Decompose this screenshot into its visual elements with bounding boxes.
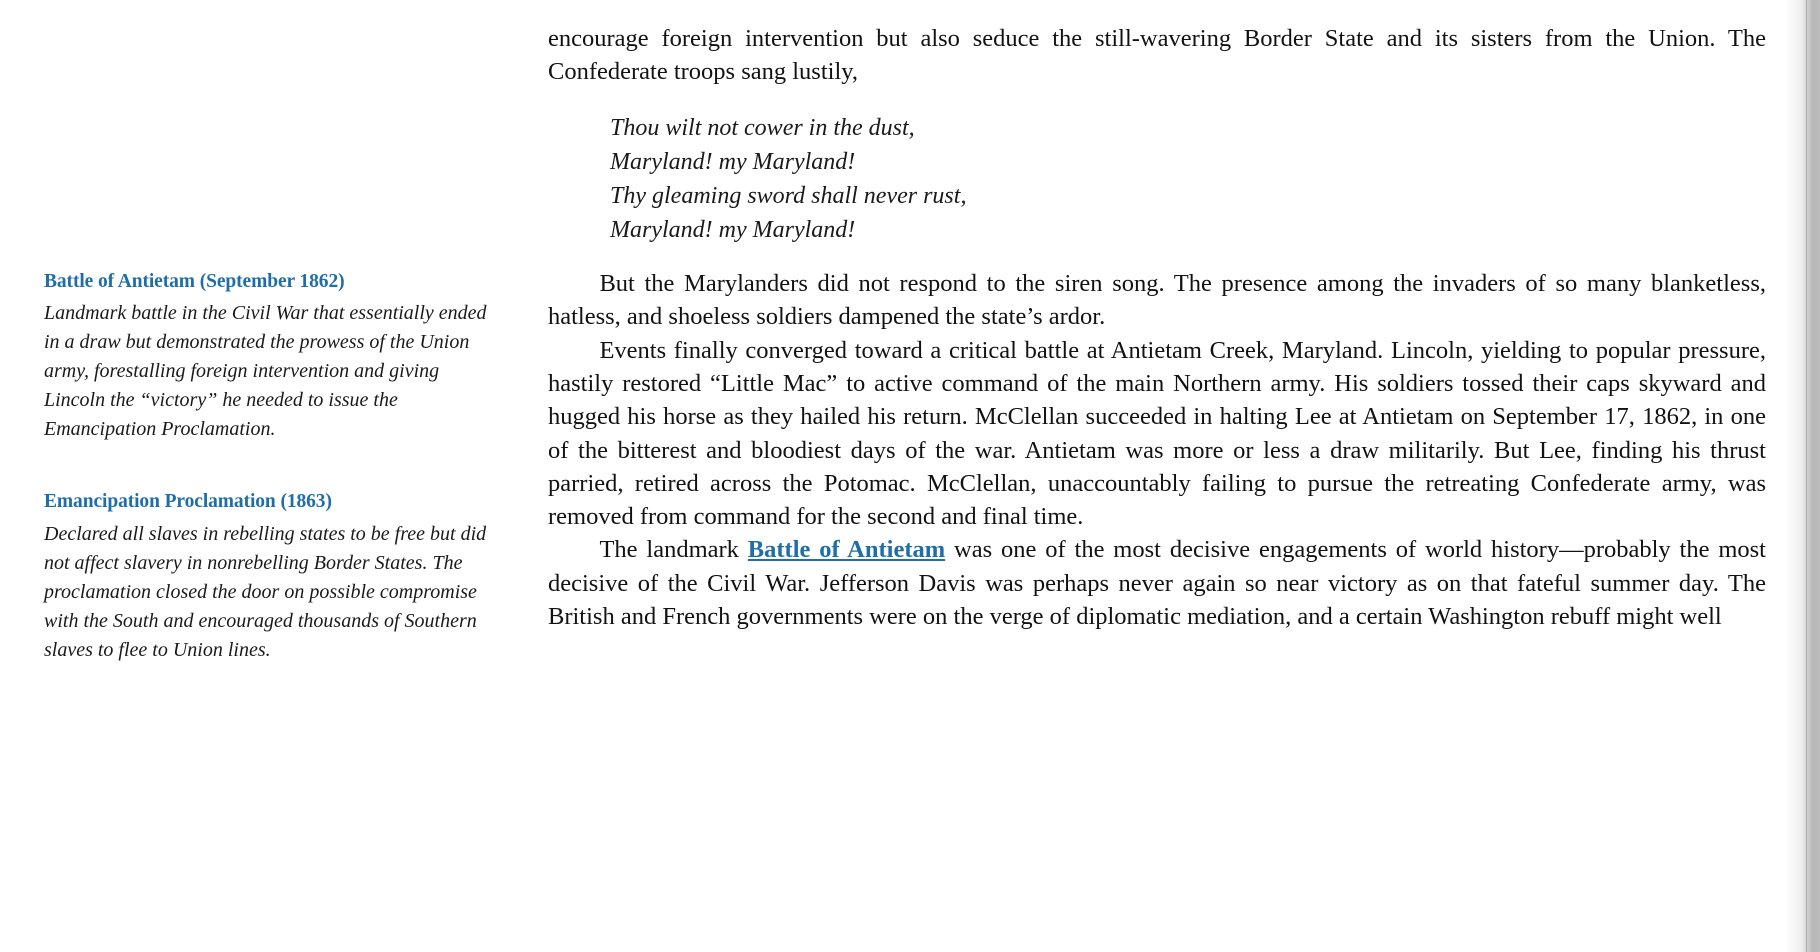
margin-note-title: Emancipation Proclamation (1863)	[44, 491, 332, 513]
verse-line: Maryland! my Maryland!	[610, 216, 856, 243]
paragraph-trailing-text: was one of the most decisive engagements of world history—probably the most decisive of the Civil War. Jefferson Davis was perhaps never again so near victory as on that fateful summer day. The British and French governments were on the verge of diplomatic mediation, and a certain Washington rebuff might well	[548, 536, 1766, 631]
verse-line: Thou wilt not cower in the dust,	[610, 114, 915, 141]
margin-note-title: Battle of Antietam (September 1862)	[44, 271, 345, 292]
margin-notes-column	[44, 268, 504, 709]
verse-line: Thy gleaming sword shall never rust,	[610, 182, 967, 209]
paragraph-marylanders: But the Marylanders did not respond to the siren song. The presence among the invaders of so many blanketless, hatless, and shoeless soldiers dampened the state’s ardor.	[548, 269, 1766, 331]
paragraph-landmark-antietam	[548, 533, 1766, 633]
battle-of-antietam-link[interactable]: Battle of Antietam	[747, 536, 946, 564]
body-text-column	[548, 22, 1766, 633]
page-edge-line	[1806, 0, 1807, 952]
paragraph-continued: encourage foreign intervention but also seduce the still-wavering Border State and its sisters from the Union. The Confederate troops sang lustily,	[548, 25, 1766, 86]
margin-note	[44, 268, 504, 444]
margin-note-body: Landmark battle in the Civil War that essentially ended in a draw but demonstrated the prowess of the Union army, forestalling foreign intervention and giving Lincoln the “victory” he needed to issue the Emancipation Proclamation.	[44, 302, 487, 441]
verse-line: Maryland! my Maryland!	[610, 148, 856, 175]
paragraph-antietam-events: Events finally converged toward a critical battle at Antietam Creek, Maryland. Lincoln, yielding to popular pressure, hastily restored “Little Mac” to active command of the main Northern army. His soldiers tossed their caps skyward and hugged his horse as they hailed his return. McClellan succeeded in halting Lee at Antietam on September 17, 1862, in one of the bitterest and bloodiest days of the war. Antietam was more or less a draw militarily. But Lee, finding his thrust parried, retired across the Potomac. McClellan, unaccountably failing to pursue the retreating Confederate army, was removed from command for the second and final time.	[548, 336, 1766, 531]
verse-block	[610, 111, 1766, 247]
paragraph-lead-text: The landmark	[599, 536, 748, 564]
margin-note	[44, 488, 504, 664]
margin-note-body: Declared all slaves in rebelling states to be free but did not affect slavery in nonrebelling Border States. The proclamation closed the door on possible compromise with the South and encouraged thousands of Southern slaves to flee to Union lines.	[44, 522, 487, 661]
